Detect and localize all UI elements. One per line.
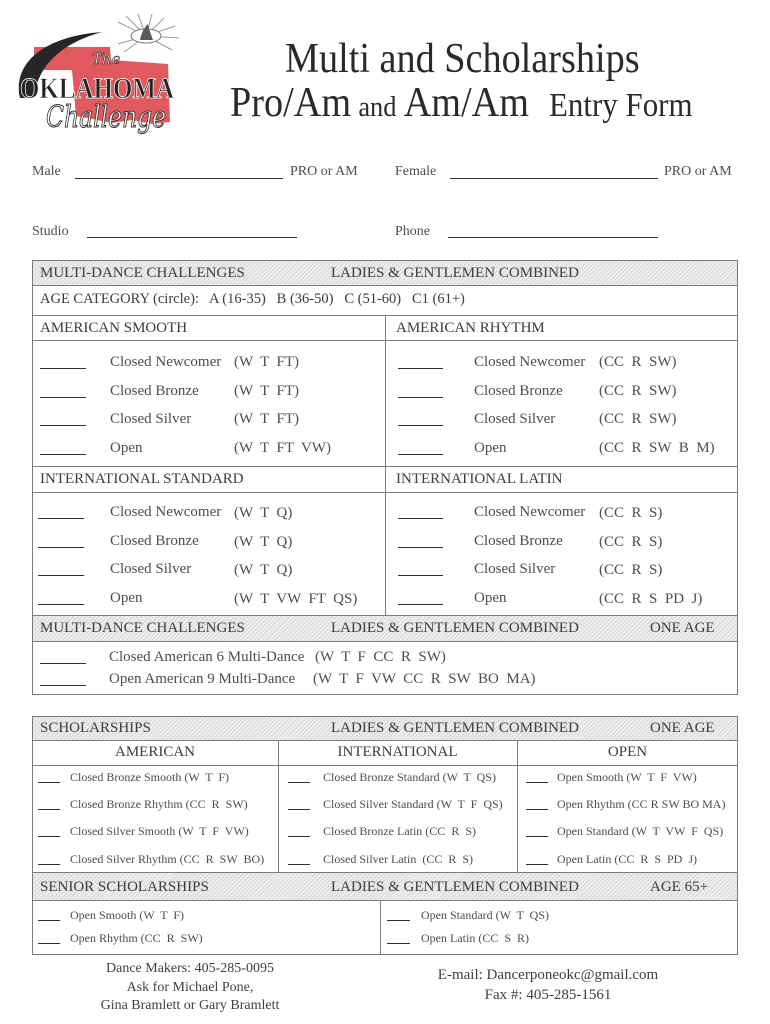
logo-challenge-text: Challenge xyxy=(46,100,166,135)
studio-field[interactable] xyxy=(87,237,297,238)
event-level: Closed Newcomer xyxy=(474,504,586,520)
one-age-header-title: MULTI-DANCE CHALLENGES xyxy=(40,620,245,636)
scholarship-column-open: OPEN xyxy=(607,744,648,760)
logo-the-text: The xyxy=(92,50,121,68)
female-label: Female xyxy=(395,164,437,179)
scholarship-column-american: AMERICAN xyxy=(114,744,195,760)
scholarship-event: Open Standard (W T VW F QS) xyxy=(557,823,724,838)
male-pro-am-label: PRO or AM xyxy=(290,164,358,179)
event-dances: (CC R S PD J) xyxy=(599,591,703,607)
section-title-american-smooth: AMERICAN SMOOTH xyxy=(40,320,188,336)
scholarships-header-combined: LADIES & GENTLEMEN COMBINED xyxy=(331,720,579,736)
one-age-header-combined: LADIES & GENTLEMEN COMBINED xyxy=(331,620,579,636)
one-age-header-age: ONE AGE xyxy=(650,620,715,636)
and-text: and xyxy=(358,91,397,123)
male-label: Male xyxy=(32,164,61,179)
event-dances: (W T FT) xyxy=(234,383,300,399)
female-pro-am-label: PRO or AM xyxy=(664,164,732,179)
studio-label: Studio xyxy=(32,224,69,239)
scholarship-event: Closed Bronze Rhythm (CC R SW) xyxy=(70,796,248,811)
scholarship-event: Closed Silver Rhythm (CC R SW BO) xyxy=(70,851,265,866)
contact-line: Gina Bramlett or Gary Bramlett xyxy=(100,998,280,1013)
event-level: Closed Silver xyxy=(110,411,192,427)
multi-dance-header-title: MULTI-DANCE CHALLENGES xyxy=(40,265,245,281)
contact-phone-block xyxy=(60,960,320,1016)
form-title: Multi and Scholarships xyxy=(285,36,640,82)
senior-scholarship-event: Open Rhythm (CC R SW) xyxy=(70,930,203,945)
event-dances: (W T Q) xyxy=(234,505,293,521)
scholarship-event: Open Latin (CC R S PD J) xyxy=(557,851,698,866)
senior-header-title: SENIOR SCHOLARSHIPS xyxy=(40,879,209,895)
event-level: Open xyxy=(110,590,143,606)
scholarship-event: Closed Bronze Latin (CC R S) xyxy=(323,823,476,838)
event-level: Closed Newcomer xyxy=(110,354,222,370)
multi-dance-event: Open American 9 Multi-Dance xyxy=(109,671,296,687)
section-title-international-latin: INTERNATIONAL LATIN xyxy=(396,471,563,487)
scholarship-column-international: INTERNATIONAL xyxy=(337,744,458,760)
event-dances: (CC R SW B M) xyxy=(599,440,715,456)
female-name-field[interactable] xyxy=(450,178,658,179)
logo-oklahoma-text: OKLAHOMA xyxy=(20,72,175,105)
event-level: Closed Bronze xyxy=(110,533,199,549)
event-level: Open xyxy=(474,440,507,456)
section-title-international-standard: INTERNATIONAL STANDARD xyxy=(40,471,244,487)
scholarship-event: Closed Bronze Smooth (W T F) xyxy=(70,769,229,784)
age-category-line: AGE CATEGORY (circle): A (16-35) B (36-50) C (51-60) C1 (61+) xyxy=(40,291,465,308)
event-dances: (CC R SW) xyxy=(599,354,677,370)
section-border xyxy=(32,260,738,695)
scholarship-event: Open Rhythm (CC R SW BO MA) xyxy=(557,796,726,811)
contact-line: Ask for Michael Pone, xyxy=(126,979,254,995)
contact-email-fax-block xyxy=(400,965,696,1005)
scholarship-event: Closed Silver Smooth (W T F VW) xyxy=(70,823,249,838)
senior-scholarship-event: Open Standard (W T QS) xyxy=(421,907,549,922)
scholarship-event: Closed Silver Standard (W T F QS) xyxy=(323,796,503,811)
event-level: Closed Silver xyxy=(474,411,556,427)
contact-line: Dance Makers: 405-285-0095 xyxy=(106,961,274,976)
event-dances: (W T FT) xyxy=(234,354,300,370)
event-level: Closed Bronze xyxy=(110,383,199,399)
form-subtitle xyxy=(230,82,693,124)
contact-fax: Fax #: 405-285-1561 xyxy=(484,987,612,1003)
entry-form-text: Entry Form xyxy=(549,87,693,124)
event-level: Closed Newcomer xyxy=(474,354,586,370)
multi-dance-dances: (W T F VW CC R SW BO MA) xyxy=(313,671,536,687)
scholarship-event: Open Smooth (W T F VW) xyxy=(557,769,697,784)
event-dances: (W T Q) xyxy=(234,562,293,578)
scholarships-header-age: ONE AGE xyxy=(650,720,715,736)
am-am-text: Am/Am xyxy=(403,80,529,126)
event-level: Closed Bronze xyxy=(474,533,563,549)
event-dances: (W T FT VW) xyxy=(234,440,331,456)
senior-scholarship-event: Open Smooth (W T F) xyxy=(70,907,185,922)
male-name-field[interactable] xyxy=(75,178,283,179)
scholarships-header-title: SCHOLARSHIPS xyxy=(40,720,151,736)
dancers-starburst-icon xyxy=(118,14,179,52)
event-dances: (CC R S) xyxy=(599,562,663,578)
multi-dance-header-combined: LADIES & GENTLEMEN COMBINED xyxy=(331,265,579,281)
senior-scholarship-event: Open Latin (CC S R) xyxy=(421,930,529,945)
event-dances: (CC R S) xyxy=(599,505,663,521)
event-level: Closed Bronze xyxy=(474,383,563,399)
section-border xyxy=(32,716,738,955)
event-dances: (CC R SW) xyxy=(599,411,677,427)
scholarship-event: Closed Bronze Standard (W T QS) xyxy=(323,769,496,784)
multi-dance-event: Closed American 6 Multi-Dance xyxy=(109,649,305,665)
event-level: Open xyxy=(474,590,507,606)
senior-header-age: AGE 65+ xyxy=(650,879,709,895)
event-dances: (W T FT) xyxy=(234,411,300,427)
contact-email: E-mail: Dancerponeokc@gmail.com xyxy=(437,967,659,983)
event-level: Closed Silver xyxy=(110,561,192,577)
event-dances: (CC R S) xyxy=(599,534,663,550)
senior-header-combined: LADIES & GENTLEMEN COMBINED xyxy=(331,879,579,895)
event-level: Open xyxy=(110,440,143,456)
scholarship-event: Closed Silver Latin (CC R S) xyxy=(323,851,473,866)
event-level: Closed Newcomer xyxy=(110,504,222,520)
multi-dance-dances: (W T F CC R SW) xyxy=(315,649,446,665)
event-level: Closed Silver xyxy=(474,561,556,577)
pro-am-text: Pro/Am xyxy=(230,80,352,126)
oklahoma-challenge-logo xyxy=(12,12,182,134)
event-dances: (CC R SW) xyxy=(599,383,677,399)
phone-field[interactable] xyxy=(448,237,658,238)
phone-label: Phone xyxy=(395,224,430,239)
event-dances: (W T VW FT QS) xyxy=(234,591,358,607)
event-dances: (W T Q) xyxy=(234,534,293,550)
section-title-american-rhythm: AMERICAN RHYTHM xyxy=(396,320,545,336)
